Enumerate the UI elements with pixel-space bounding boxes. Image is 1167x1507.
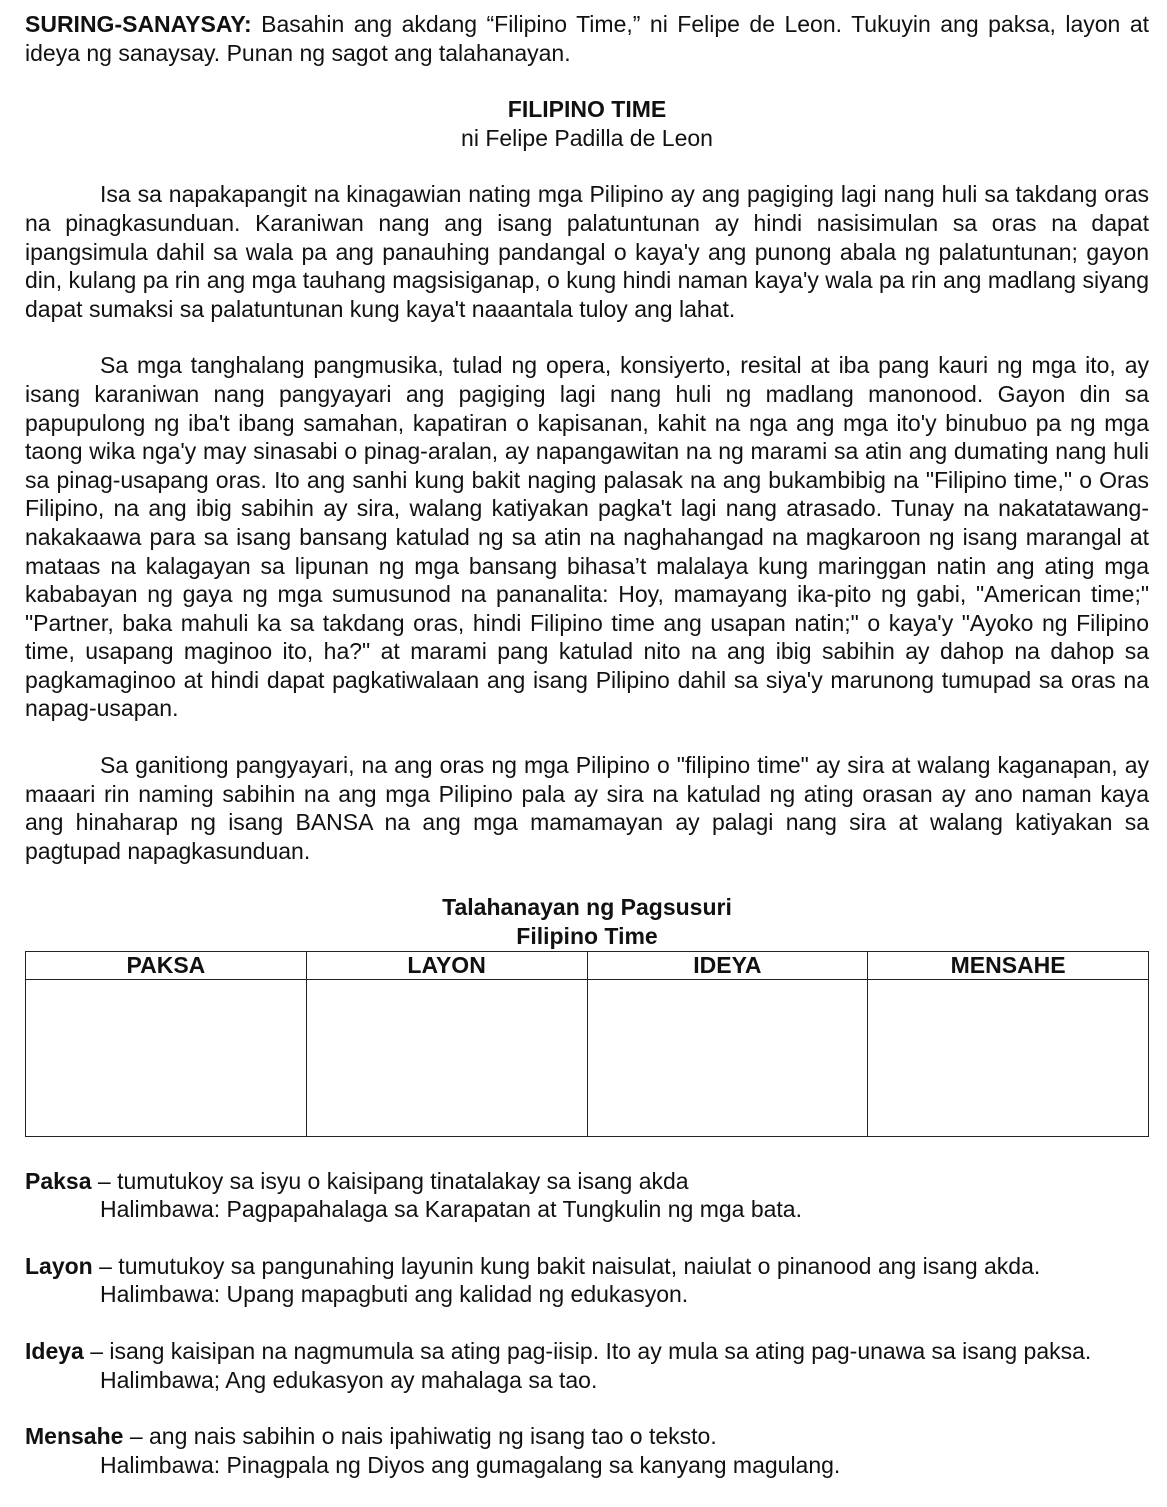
definition-text: – tumutukoy sa isyu o kaisipang tinatalakay sa isang akda — [91, 1167, 689, 1194]
definition-example: Halimbawa: Upang mapagbuti ang kalidad ng edukasyon. — [100, 1281, 689, 1308]
definition-line — [25, 1252, 1149, 1281]
essay-author: ni Felipe Padilla de Leon — [461, 124, 713, 151]
definition-line — [25, 1337, 1149, 1366]
header-ideya: IDEYA — [587, 951, 868, 979]
instruction-label: SURING-SANAYSAY: — [25, 11, 252, 37]
answer-cell-mensahe[interactable] — [868, 979, 1149, 1136]
header-layon: LAYON — [306, 951, 587, 979]
definition-example: Halimbawa: Pagpapahalaga sa Karapatan at Tungkulin ng mga bata. — [100, 1196, 802, 1223]
table-header-row — [26, 951, 1149, 979]
definition-text: – isang kaisipan na nagmumula sa ating pag-iisip. Ito ay mula sa ating pag-unawa sa isang paksa. — [83, 1338, 1092, 1364]
definition-mensahe — [25, 1422, 1149, 1479]
table-title: Talahanayan ng Pagsusuri — [442, 894, 732, 921]
answer-cell-paksa[interactable] — [26, 979, 307, 1136]
answer-cell-ideya[interactable] — [587, 979, 868, 1136]
instruction-text: Basahin ang akdang “Filipino Time,” ni Felipe de Leon. Tukuyin ang paksa, layon at ideya ng sanaysay. Punan ng sagot ang talahanayan. — [25, 11, 1149, 66]
definition-example: Halimbawa; Ang edukasyon ay mahalaga sa tao. — [100, 1366, 598, 1393]
table-row — [26, 979, 1149, 1136]
essay-title: FILIPINO TIME — [507, 96, 667, 123]
definition-example: Halimbawa: Pinagpala ng Diyos ang gumagalang sa kanyang magulang. — [100, 1451, 841, 1478]
essay-paragraph-1: Isa sa napakapangit na kinagawian nating mga Pilipino ay ang pagiging lagi nang huli sa takdang oras na pinagkasunduan. Karaniwan nang ang isang palatuntunan ay hindi nasisimulan sa oras na dapat ipangsimula dahil sa wala pa ang panauhing pandangal o kaya'y ang punong abala ng palatuntunan; gayon din, kulang pa rin ang mga tauhang magsisiganap, o kung hindi naman kaya'y wala pa rin ang madlang siyang dapat sumaksi sa palatuntunan kung kaya't naaantala tuloy ang lahat. — [25, 181, 1149, 322]
definition-ideya — [25, 1337, 1149, 1394]
header-mensahe: MENSAHE — [868, 951, 1149, 979]
table-subtitle: Filipino Time — [516, 923, 658, 950]
instruction — [25, 10, 1149, 67]
answer-cell-layon[interactable] — [306, 979, 587, 1136]
header-paksa: PAKSA — [26, 951, 307, 979]
definition-line — [25, 1422, 1149, 1451]
essay-paragraph-3: Sa ganitiong pangyayari, na ang oras ng mga Pilipino o "filipino time" ay sira at walang kaganapan, ay maaari rin naming sabihin na ang mga Pilipino pala ay sira na katulad ng ating orasan ay ano naman kaya ang hinaharap ng isang BANSA na ang mga mamamayan ay palagi nang sira at walang katiyakan sa pagtupad napagkasunduan. — [25, 752, 1149, 864]
definition-text: – tumutukoy sa pangunahing layunin kung bakit naisulat, naiulat o pinanood ang isang akda. — [92, 1252, 1041, 1279]
definition-term: Layon — [25, 1252, 93, 1279]
definition-term: Mensahe — [25, 1423, 124, 1450]
definition-paksa — [25, 1167, 1149, 1224]
analysis-table — [25, 951, 1149, 1137]
essay-paragraph-2: Sa mga tanghalang pangmusika, tulad ng opera, konsiyerto, resital at iba pang kauri ng mga ito, ay isang karaniwan nang pangyayari ang pagiging lagi nang huli ng madlang manonood. Gayon din sa papupulong ng iba't ibang samahan, kapatiran o kapisanan, kahit na nga ang mga ito'y binubuo pa ng mga taong wika nga'y may sinasabi o pinag-aralan, ay napangawitan na ng marami sa atin ang dumating nang huli sa pinag-usapang oras. Ito ang sanhi kung bakit naging palasak na ang bukambibig na "Filipino time," o Oras Filipino, na ang ibig sabihin ay sira, walang katiyakan pagka't lagi nang atrasado. Tunay na nakatatawang-nakakaawa para sa isang bansang katulad ng sa atin na naghahangad na magkaroon ng isang marangal at mataas na kalagayan sa lipunan ng mga bansang bihasa’t malalaya kung maringgan natin ang ating mga kababayan ng gaya ng mga sumusunod na pananalita: Hoy, mamayang ika-pito ng gabi, "American time;" "Partner, baka mahuli ka sa takdang oras, hindi Filipino time ang usapan natin;" o kaya'y "Ayoko ng Filipino time, usapang maginoo ito, ha?" at marami pang katulad nito na ang ibig sabihin ay dahop na dahop sa pagkamaginoo at hindi dapat pagkatiwalaan ang isang Pilipino dahil sa siya'y marunong tumupad sa oras na napag-usapan. — [25, 352, 1149, 722]
definition-text: – ang nais sabihin o nais ipahiwatig ng isang tao o teksto. — [123, 1423, 717, 1450]
definition-term: Ideya — [25, 1338, 84, 1364]
definitions — [25, 1167, 1149, 1480]
definition-layon — [25, 1252, 1149, 1309]
definition-line — [25, 1167, 1149, 1196]
worksheet-page — [25, 10, 1149, 1507]
definition-term: Paksa — [25, 1167, 92, 1194]
